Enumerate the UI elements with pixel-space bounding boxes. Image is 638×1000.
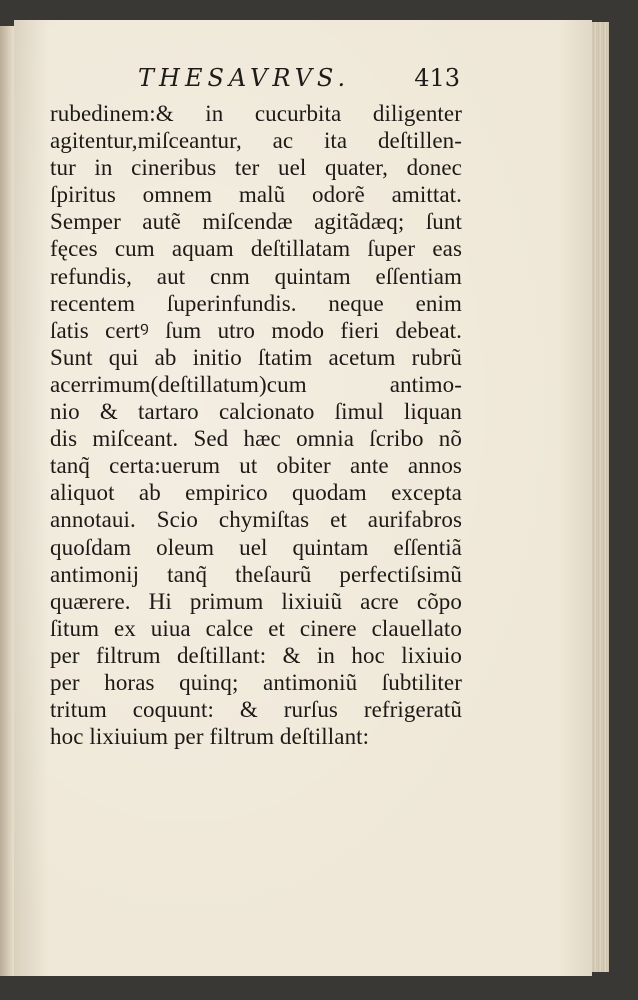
text-line: rubedinem:& in cucurbita diligenter [50, 101, 462, 126]
text-line: Semper autẽ miſcendæ agitãdæq; ſunt [50, 209, 462, 235]
text-line: nio & tartaro calcionato ſimul liquan [50, 399, 462, 425]
text-line: quoſdam oleum uel quintam eſſentiã [50, 534, 462, 560]
text-line: fęces cum aquam deſtillatam ſuper eas [50, 236, 462, 262]
text-line: ſatis certꝰ ſum utro modo fieri debeat. [50, 317, 462, 343]
text-line: Sunt qui ab initio ſtatim acetum rubrũ [50, 344, 462, 370]
text-line: ſpiritus omnem malũ odorẽ amittat. [50, 182, 462, 208]
running-head-title: THESAVRVS. [138, 64, 351, 92]
text-line: agitentur,miſceantur, ac ita deſtillen- [50, 128, 462, 154]
text-line: per horas quinq; antimoniũ ſubtiliter [50, 669, 462, 695]
text-line: per filtrum deſtillant: & in hoc lixiuio [50, 642, 462, 668]
text-block [50, 100, 462, 750]
text-line: quærere. Hi primum lixiuiũ acre cõpo [50, 588, 462, 614]
text-line: aliquot ab empirico quodam excepta [50, 480, 462, 506]
text-line: antimonij tanq̃ theſaurũ perfectiſsimũ [50, 561, 462, 587]
text-line: recentem ſuperinfundis. neque enim [50, 290, 462, 316]
text-line: acerrimum(deſtillatum)cum antimo- [50, 371, 462, 397]
text-line: hoc lixiuium per filtrum deſtillant: [50, 724, 370, 750]
running-head [138, 64, 468, 100]
text-line: refundis, aut cnm quintam eſſentiam [50, 263, 462, 289]
text-line: annotaui. Scio chymiſtas et aurifabros [50, 507, 462, 533]
left-page-edge [0, 26, 15, 976]
text-line: tanq̃ certa:uerum ut obiter ante annos [50, 453, 462, 479]
text-line: ſitum ex uiua calce et cinere clauellato [50, 615, 462, 641]
text-line: tur in cineribus ter uel quater, donec [50, 155, 462, 181]
text-line: dis miſceant. Sed hæc omnia ſcribo nõ [50, 426, 462, 452]
text-line: tritum coquunt: & rurſus refrigeratũ [50, 697, 462, 723]
page-number: 413 [414, 64, 460, 92]
